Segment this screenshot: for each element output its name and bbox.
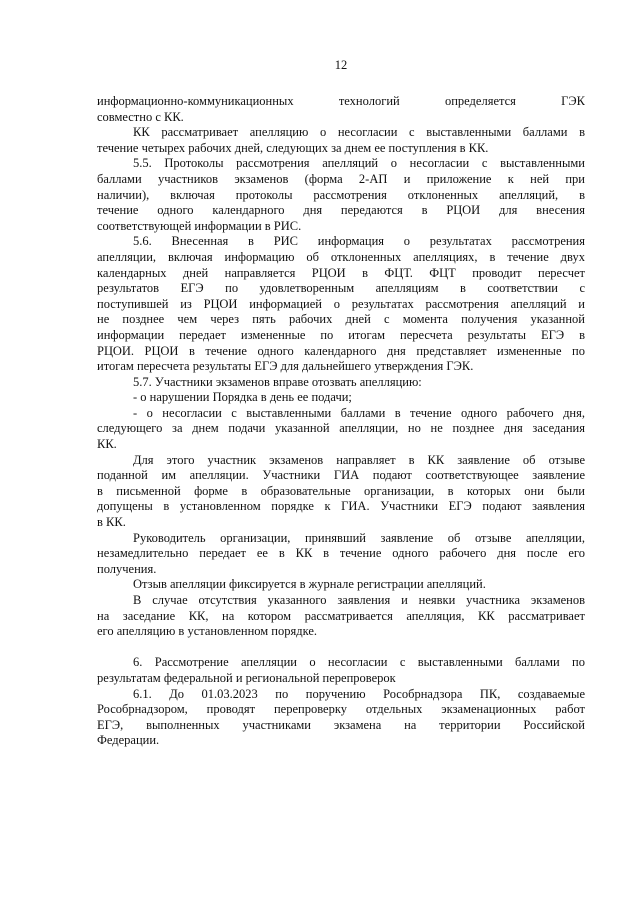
- text-line: получения.: [97, 561, 157, 576]
- text-line: допущены в установленном порядке к ГИА. Участники ЕГЭ подают заявления: [97, 499, 585, 514]
- text-line: наличии), включая протоколы рассмотрения отклоненных апелляций, в: [97, 187, 585, 202]
- text-line: баллами участников экзаменов (форма 2-АП и приложение к ней при: [97, 171, 585, 186]
- text-line: в КК.: [97, 515, 126, 530]
- text-line: - о нарушении Порядка в день ее подачи;: [133, 390, 352, 405]
- text-line: В случае отсутствия указанного заявления и неявки участника экзаменов: [133, 593, 585, 607]
- text-line: 5.5. Протоколы рассмотрения апелляций о несогласии с выставленными: [133, 156, 585, 171]
- text-line: информации передает измененные по итогам пересчета результаты ЕГЭ в: [97, 327, 585, 342]
- text-line: 6. Рассмотрение апелляции о несогласии с выставленными баллами по: [133, 655, 585, 670]
- text-line: Федерации.: [97, 733, 160, 748]
- text-line: КК.: [97, 437, 117, 452]
- text-line: течение одного календарного дня передаются в РЦОИ для внесения: [97, 203, 585, 218]
- text-line: совместно с КК.: [97, 109, 184, 124]
- text-line: апелляции, включая информацию об отклоненных апелляциях, в течение двух: [97, 249, 585, 264]
- text-line: информационно-коммуникационных технологий определяется ГЭК: [97, 94, 585, 108]
- text-line: поданной им апелляции. Участники ГИА подают соответствующее заявление: [97, 468, 585, 483]
- text-line: Для этого участник экзаменов направляет в КК заявление об отзыве: [133, 452, 585, 467]
- text-line: 5.6. Внесенная в РИС информация о результатах рассмотрения: [133, 234, 585, 249]
- text-line: течение четырех рабочих дней, следующих за днем ее поступления в КК.: [97, 140, 489, 155]
- text-line: на заседание КК, на котором рассматривается апелляция, КК рассматривает: [97, 608, 585, 623]
- page-number: 12: [334, 58, 348, 72]
- paragraph-gap: [97, 640, 585, 656]
- text-line: его апелляцию в установленном порядке.: [97, 624, 318, 639]
- text-line: - о несогласии с выставленными баллами в течение одного рабочего дня,: [133, 405, 585, 420]
- text-line: 6.1. До 01.03.2023 по поручению Рособрнадзора ПК, создаваемые: [133, 686, 585, 701]
- text-line: Рособрнадзором, проводят перепроверку отдельных экзаменационных работ: [97, 702, 585, 717]
- text-line: ЕГЭ, выполненных участниками экзамена на территории Российской: [97, 717, 585, 732]
- text-line: в письменной форме в образовательные организации, в которых они были: [97, 483, 585, 498]
- text-line: незамедлительно передает ее в КК в течение одного рабочего дня после его: [97, 546, 585, 561]
- text-line: Отзыв апелляции фиксируется в журнале регистрации апелляций.: [133, 577, 486, 592]
- text-line: РЦОИ. РЦОИ в течение одного календарного дня представляет измененные по: [97, 343, 585, 358]
- text-line: соответствующей информации в РИС.: [97, 218, 302, 233]
- text-line: поступившей из РЦОИ информацией о результатах рассмотрения апелляций и: [97, 296, 585, 311]
- text-line: КК рассматривает апелляцию о несогласии с выставленными баллами в: [133, 125, 585, 140]
- text-line: результатам федеральной и региональной перепроверок: [97, 670, 396, 685]
- text-line: Руководитель организации, принявший заявление об отзыве апелляции,: [133, 530, 585, 545]
- text-line: результатов ЕГЭ по удовлетворенным апелляциям в соответствии с: [97, 281, 585, 296]
- text-line: 5.7. Участники экзаменов вправе отозвать апелляцию:: [133, 374, 422, 389]
- body-text: [97, 94, 585, 749]
- text-line: итогам пересчета результаты ЕГЭ для дальнейшего утверждения ГЭК.: [97, 359, 474, 374]
- text-line: календарных дней направляется РЦОИ в ФЦТ. ФЦТ проводит пересчет: [97, 265, 585, 280]
- text-line: следующего за днем подачи указанной апелляции, но не позднее дня заседания: [97, 421, 585, 436]
- text-line: не позднее чем через пять рабочих дней с момента получения указанной: [97, 312, 585, 327]
